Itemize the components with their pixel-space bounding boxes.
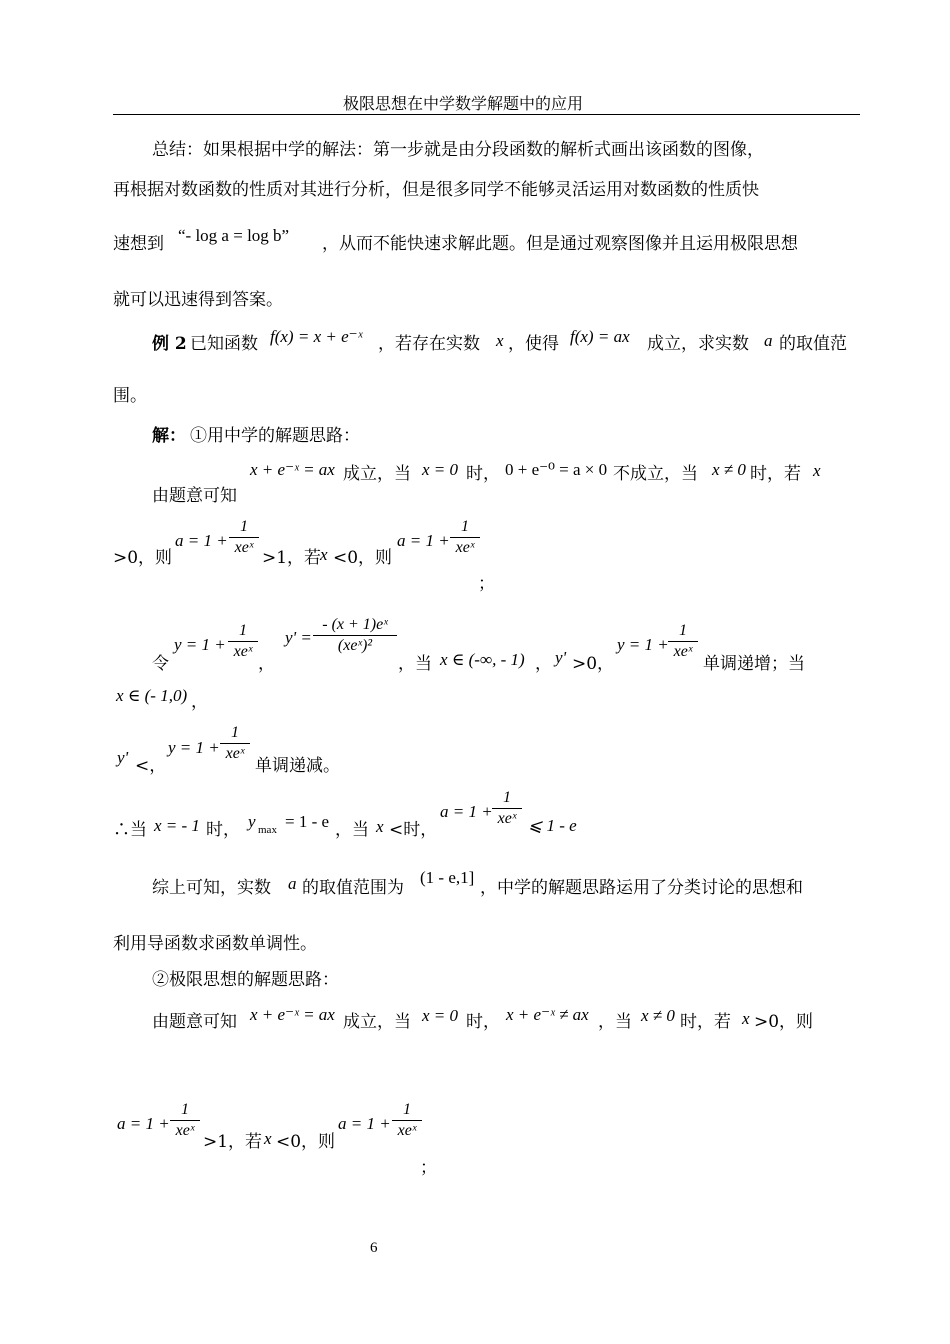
m1-line2-var-x: x — [320, 545, 328, 564]
m2-line2-lhs-2: a = 1 + — [338, 1114, 391, 1133]
m1-line6-var-x: x — [376, 817, 384, 836]
m2-line1-formula-2: x = 0 — [422, 1006, 459, 1025]
fraction-denominator: xeˣ — [397, 1122, 417, 1139]
m2-line2-text-2: <0，则 — [276, 1132, 336, 1152]
m1-line3-text-5: 单调递增；当 — [703, 654, 805, 674]
fraction-numerator: 1 — [240, 518, 248, 535]
m1-line6-text-0: ∴当 — [113, 820, 147, 840]
m1-line2-lhs-2: a = 1 + — [397, 531, 450, 550]
fraction-bar — [492, 808, 522, 809]
summary-line-3b: ，从而不能快速求解此题。但是通过观察图像并且运用极限思想 — [322, 234, 798, 254]
m1-line1-formula-3: 0 + e⁻⁰ = a × 0 — [505, 460, 608, 479]
example-formula-1: f(x) = x + e⁻ˣ — [270, 327, 363, 346]
m1-line5-text-1: <， — [135, 756, 167, 776]
fraction-numerator: 1 — [181, 1101, 189, 1118]
m1-line6-ymax: y — [248, 812, 256, 831]
m1-line3-text-2: ，当 — [398, 654, 432, 674]
conclusion-text-3: ，中学的解题思路运用了分类讨论的思想和 — [480, 878, 803, 898]
header-rule — [113, 114, 860, 115]
m2-line1-formula-3: x + e⁻ˣ ≠ ax — [506, 1005, 589, 1024]
fraction-bar — [220, 743, 250, 744]
m1-line1-text-5: 由题意可知 — [152, 486, 237, 506]
m2-line1-formula-1: x + e⁻ˣ = ax — [250, 1005, 335, 1024]
conclusion-text-2: 的取值范围为 — [302, 878, 404, 898]
m1-line5-fraction — [220, 724, 250, 763]
page-header-title: 极限思想在中学数学解题中的应用 — [343, 94, 584, 113]
fraction-numerator: 1 — [461, 518, 469, 535]
fraction-bar — [313, 635, 397, 636]
fraction-numerator: 1 — [239, 622, 247, 639]
m1-line1-formula-4: x ≠ 0 — [712, 460, 746, 479]
example-text-2: ，若存在实数 — [378, 334, 480, 354]
m1-line6-formula-2: = 1 - e — [285, 812, 330, 831]
m1-line2-semicolon: ； — [478, 574, 495, 594]
fraction-bar — [170, 1120, 200, 1121]
example-formula-2: f(x) = ax — [570, 327, 630, 346]
m1-line2-lhs: a = 1 + — [175, 531, 228, 550]
m1-line5-text-2: 单调递减。 — [255, 756, 340, 776]
m2-line2-text-1: >1，若 — [203, 1132, 263, 1152]
m2-line1-text-1: 由题意可知 — [152, 1012, 237, 1032]
m1-line5-y-def: y = 1 + — [168, 738, 220, 757]
m2-line2-var-x: x — [264, 1129, 272, 1148]
m1-line2-text-2: >1，若 — [262, 548, 322, 568]
example-text-3: ，使得 — [508, 334, 559, 354]
conclusion-text-1: 综上可知，实数 — [152, 878, 271, 898]
m1-line3-yprime: y' = — [285, 628, 312, 647]
conclusion-range: (1 - e,1] — [420, 868, 475, 887]
summary-formula: “- log a = log b” — [178, 226, 290, 245]
m1-line1-text-3: 不成立，当 — [613, 464, 698, 484]
fraction-denominator: xeˣ — [455, 539, 475, 556]
m1-line2-fraction — [229, 518, 259, 557]
fraction-bar — [450, 537, 480, 538]
m1-line3-y-2: y = 1 + — [617, 635, 669, 654]
m1-line6-text-3: <时， — [389, 820, 438, 840]
example-text-6: 围。 — [113, 386, 147, 406]
example-text-4: 成立，求实数 — [647, 334, 749, 354]
page-number: 6 — [370, 1240, 378, 1256]
fraction-bar — [392, 1120, 422, 1121]
fraction-numerator: 1 — [503, 789, 511, 806]
m1-line3-fraction-derivative — [313, 616, 397, 655]
conclusion-line-2: 利用导函数求函数单调性。 — [113, 934, 317, 954]
fraction-numerator: 1 — [679, 622, 687, 639]
m1-line3-text-1: 令 — [152, 654, 169, 674]
fraction-numerator: 1 — [403, 1101, 411, 1118]
example-var-a: a — [764, 331, 773, 350]
fraction-bar — [668, 641, 698, 642]
m1-line2-fraction-2 — [450, 518, 480, 557]
m2-line1-text-6: >0，则 — [754, 1012, 814, 1032]
m1-line6-text-4: ⩽ 1 - e — [528, 816, 577, 835]
m1-line3-yprime-2: y' — [555, 648, 567, 667]
m2-line1-text-4: ，当 — [598, 1012, 632, 1032]
m1-line1-text-4: 时，若 — [750, 464, 801, 484]
m1-line2-text-1: >0，则 — [113, 548, 173, 568]
m1-line3-text-4: >0， — [572, 654, 615, 674]
fraction-denominator: (xeˣ)² — [337, 637, 373, 654]
m2-line1-text-5: 时，若 — [680, 1012, 731, 1032]
fraction-denominator: xeˣ — [175, 1122, 195, 1139]
m1-line3-text-3: ， — [535, 654, 552, 674]
conclusion-var-a: a — [288, 874, 297, 893]
m1-line6-text-1: 时， — [206, 820, 240, 840]
solution-label: 解： — [152, 426, 186, 446]
m1-line3-fraction-y-2 — [668, 622, 698, 661]
fraction-denominator: xeˣ — [234, 539, 254, 556]
fraction-bar — [228, 641, 258, 642]
summary-line-3a: 速想到 — [113, 234, 164, 254]
m1-line5-yprime: y' — [117, 748, 129, 767]
m1-line3-comma: ， — [258, 654, 275, 674]
m2-line1-formula-4: x ≠ 0 — [641, 1006, 675, 1025]
example-var-x: x — [496, 331, 504, 350]
m2-line2-fraction-2 — [392, 1101, 422, 1140]
fraction-denominator: xeˣ — [497, 810, 517, 827]
m1-line1-var-x: x — [813, 461, 821, 480]
m2-line2-lhs: a = 1 + — [117, 1114, 170, 1133]
m1-line4-interval: x ∈ (- 1,0) — [116, 686, 188, 705]
m1-line4-text: ， — [191, 692, 208, 712]
summary-line-4: 就可以迅速得到答案。 — [113, 290, 283, 310]
m1-line1-formula-1: x + e⁻ˣ = ax — [250, 460, 335, 479]
m1-line1-text-1: 成立，当 — [343, 464, 411, 484]
example-text-5: 的取值范 — [779, 334, 847, 354]
m1-line2-text-3: <0，则 — [333, 548, 393, 568]
method-2-title: ②极限思想的解题思路： — [152, 970, 339, 990]
m1-line3-y: y = 1 + — [174, 635, 226, 654]
example-label: 例 2 — [152, 334, 187, 354]
fraction-bar — [229, 537, 259, 538]
m1-line6-text-2: ，当 — [335, 820, 369, 840]
fraction-numerator: 1 — [231, 724, 239, 741]
m1-line3-fraction-y — [228, 622, 258, 661]
summary-line-1: 总结：如果根据中学的解法：第一步就是由分段函数的解析式画出该函数的图像， — [152, 140, 764, 160]
summary-line-2: 再根据对数函数的性质对其进行分析，但是很多同学不能够灵活运用对数函数的性质快 — [113, 180, 759, 200]
m1-line6-a: a = 1 + — [440, 802, 493, 821]
fraction-denominator: xeˣ — [233, 643, 253, 660]
fraction-denominator: xeˣ — [225, 745, 245, 762]
m2-line1-var-x: x — [742, 1009, 750, 1028]
m1-line6-ymax-subscript: max — [258, 824, 277, 836]
method-1-title: ①用中学的解题思路： — [190, 426, 360, 446]
m1-line6-fraction — [492, 789, 522, 828]
fraction-numerator: - (x + 1)eˣ — [322, 616, 388, 633]
fraction-denominator: xeˣ — [673, 643, 693, 660]
m1-line1-text-2: 时， — [466, 464, 500, 484]
m2-line2-fraction — [170, 1101, 200, 1140]
m1-line3-interval: x ∈ (-∞, - 1) — [440, 650, 525, 669]
m2-line2-semicolon: ； — [420, 1158, 437, 1178]
m2-line1-text-3: 时， — [466, 1012, 500, 1032]
m1-line1-formula-2: x = 0 — [422, 460, 459, 479]
example-text-1: 已知函数 — [190, 334, 258, 354]
m1-line6-formula-1: x = - 1 — [154, 816, 200, 835]
m2-line1-text-2: 成立，当 — [343, 1012, 411, 1032]
